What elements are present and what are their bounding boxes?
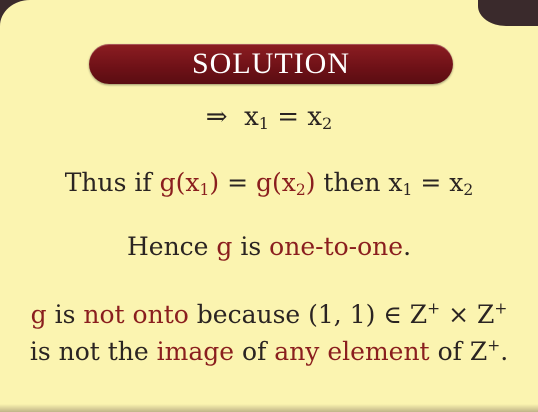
hence-text: Hence bbox=[126, 232, 209, 261]
bottom-shade bbox=[0, 404, 538, 412]
implication-line bbox=[0, 102, 538, 132]
title-banner bbox=[89, 44, 453, 84]
g-x2-sub: 2 bbox=[295, 180, 306, 199]
then-text: then bbox=[323, 168, 381, 197]
sub-1: 1 bbox=[402, 180, 413, 199]
because-text: because (1, 1) ∈ Z bbox=[196, 300, 428, 329]
g-x1-sub: 1 bbox=[199, 180, 210, 199]
var-x2: x bbox=[449, 168, 464, 197]
not-onto-line bbox=[0, 300, 538, 329]
hence-line bbox=[0, 232, 538, 261]
period: . bbox=[500, 337, 509, 366]
period: . bbox=[403, 232, 412, 261]
g-of-x1 bbox=[160, 168, 220, 197]
not-onto-term: not onto bbox=[83, 300, 189, 329]
sup-plus: + bbox=[487, 336, 501, 355]
var-x1: x bbox=[388, 168, 403, 197]
times-z: × Z bbox=[448, 300, 495, 329]
of-z-text: of Z bbox=[437, 337, 488, 366]
is-text: is bbox=[240, 232, 262, 261]
function-g: g bbox=[216, 232, 233, 261]
slide-corner bbox=[478, 0, 538, 26]
of-text: of bbox=[242, 337, 267, 366]
g-x2-close: ) bbox=[305, 168, 316, 197]
sub-2: 2 bbox=[463, 180, 474, 199]
thus-if-line bbox=[0, 168, 538, 197]
one-to-one-term: one-to-one bbox=[269, 232, 404, 261]
sup-plus: + bbox=[494, 299, 508, 318]
is-not-the-text: is not the bbox=[29, 337, 149, 366]
g-of-x2 bbox=[256, 168, 316, 197]
image-term: image bbox=[156, 337, 235, 366]
is-text: is bbox=[54, 300, 76, 329]
implies-symbol: ⇒ bbox=[205, 102, 228, 132]
var-x2: x bbox=[307, 102, 322, 132]
any-element-term: any element bbox=[274, 337, 430, 366]
equals-sign: = bbox=[227, 168, 249, 197]
not-image-line bbox=[0, 337, 538, 366]
equals-sign: = bbox=[277, 102, 300, 132]
g-x1-open: g(x bbox=[159, 168, 200, 197]
sup-plus: + bbox=[427, 299, 441, 318]
sub-2: 2 bbox=[322, 114, 333, 134]
slide-title: SOLUTION bbox=[192, 47, 350, 80]
sub-1: 1 bbox=[258, 114, 269, 134]
g-x1-close: ) bbox=[209, 168, 220, 197]
equals-sign: = bbox=[420, 168, 442, 197]
var-x1: x bbox=[244, 102, 259, 132]
function-g: g bbox=[30, 300, 47, 329]
g-x2-open: g(x bbox=[255, 168, 296, 197]
thus-if-text: Thus if bbox=[64, 168, 152, 197]
